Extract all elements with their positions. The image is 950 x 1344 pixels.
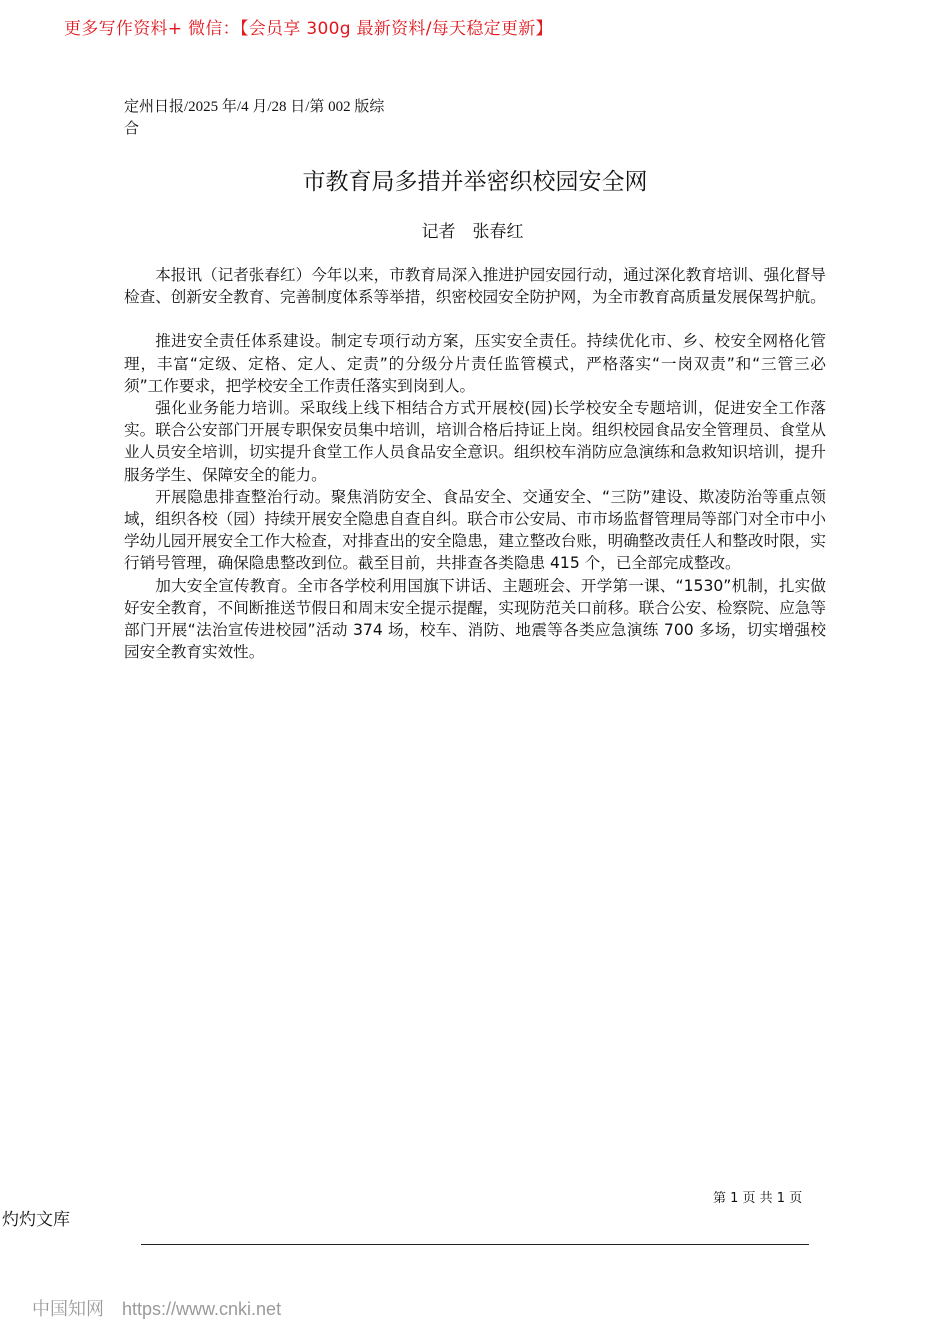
article-title: 市教育局多措并举密织校园安全网 — [302, 169, 648, 195]
paragraph: 推进安全责任体系建设。制定专项行动方案，压实安全责任。持续优化市、乡、校安全网格化管理，丰富“定级、定格、定人、定责”的分级分片责任监管模式，严格落实“一岗双责”和“三管三必须”工作要求，把学校安全工作责任落实到岗到人。 — [124, 332, 826, 395]
article-author: 记者 张春红 — [421, 222, 524, 242]
cnki-watermark — [32, 1295, 299, 1321]
page-indicator: 第 1 页 共 1 页 — [713, 1191, 803, 1206]
cnki-url[interactable]: https://www.cnki.net — [122, 1299, 282, 1319]
paragraph: 开展隐患排查整治行动。聚焦消防安全、食品安全、交通安全、“三防”建设、欺凌防治等重点领域，组织各校（园）持续开展安全隐患自查自纠。联合市公安局、市市场监督管理局等部门对全市中小学幼儿园开展安全工作大检查，对排查出的安全隐患，建立整改台账，明确整改责任人和整改时限，实行销号管理，确保隐患整改到位。截至目前，共排查各类隐患 415 个，已全部完成整改。 — [124, 487, 826, 573]
promo-banner: 更多写作资料+ 微信：【会员享 300g 最新资料/每天稳定更新】 — [64, 19, 553, 39]
source-line: 定州日报/2025 年/4 月/28 日/第 002 版综合 — [124, 99, 385, 137]
paragraph: 强化业务能力培训。采取线上线下相结合方式开展校(园)长学校安全专题培训，促进安全工作落实。联合公安部门开展专职保安员集中培训，培训合格后持证上岗。组织校园食品安全管理员、食堂从业人员安全培训，切实提升食堂工作人员食品安全意识。组织校车消防应急演练和急救知识培训，提升服务学生、保障安全的能力。 — [124, 399, 826, 484]
paragraph: 本报讯（记者张春红）今年以来，市教育局深入推进护园安园行动，通过深化教育培训、强化督导检查、创新安全教育、完善制度体系等举措，织密校园安全防护网，为全市教育高质量发展保驾护航。 — [124, 266, 826, 307]
brand-label: 灼灼文库 — [2, 1210, 70, 1230]
footer-divider — [141, 1244, 809, 1245]
paragraph: 加大安全宣传教育。全市各学校利用国旗下讲话、主题班会、开学第一课、“1530”机制，扎实做好安全教育，不间断推送节假日和周末安全提示提醒，实现防范关口前移。联合公安、检察院、应急等部门开展“法治宣传进校园”活动 374 场，校车、消防、地震等各类应急演练 700 多场，切实增强校园安全教育实效性。 — [124, 576, 826, 662]
cnki-name: 中国知网 — [32, 1299, 104, 1319]
article-body — [124, 264, 826, 663]
